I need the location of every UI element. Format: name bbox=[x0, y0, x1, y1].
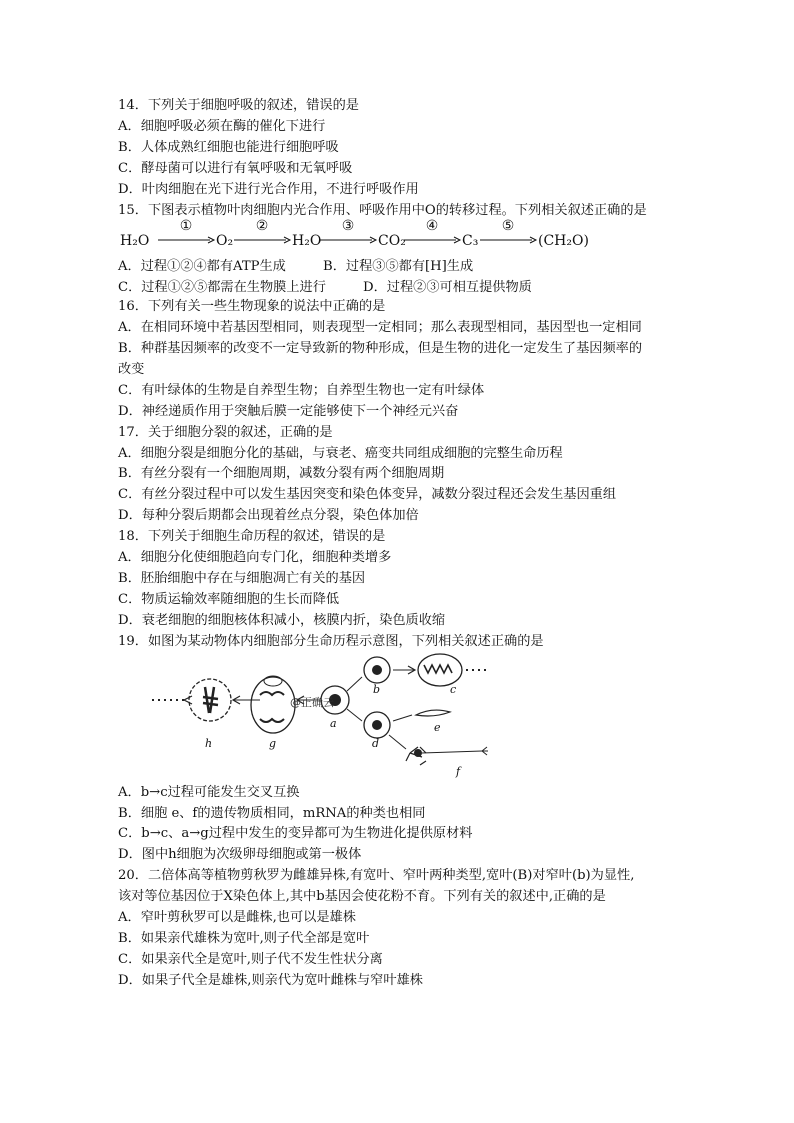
q19-option-c: C．b→c、a→g过程中发生的变异都可为生物进化提供原材料 bbox=[118, 826, 473, 842]
label-c: c bbox=[450, 682, 457, 696]
question-15-stem: 15．下图表示植物叶肉细胞内光合作用、呼吸作用中O的转移过程。下列相关叙述正确的是 bbox=[118, 202, 647, 218]
q16-option-c: C．有叶绿体的生物是自养型生物；自养型生物也一定有叶绿体 bbox=[118, 382, 485, 398]
q20-option-d: D．如果子代全是雄株,则亲代为宽叶雌株与窄叶雄株 bbox=[118, 972, 423, 988]
q15-options-row-1 bbox=[118, 255, 688, 276]
arrow-d-to-e bbox=[393, 715, 412, 721]
chain-step-2: ② bbox=[255, 218, 269, 235]
label-h: h bbox=[205, 736, 213, 750]
q16-option-b: B．种群基因频率的改变不一定导致新的物种形成，但是生物的进化一定发生了基因频率的 bbox=[118, 341, 642, 357]
arrow-a-to-d bbox=[347, 709, 362, 721]
q15-option-b: B．过程③⑤都有[H]生成 bbox=[323, 259, 474, 275]
chain-step-1: ① bbox=[179, 218, 193, 235]
chain-step-4: ④ bbox=[425, 218, 439, 235]
q16-option-d: D．神经递质作用于突触后膜一定能够使下一个神经元兴奋 bbox=[118, 403, 459, 419]
chain-step-5: ⑤ bbox=[501, 218, 515, 235]
q15-options-row-2 bbox=[118, 276, 688, 297]
cell-diagram-svg bbox=[148, 653, 548, 783]
label-d: d bbox=[372, 736, 380, 750]
q17-option-c: C．有丝分裂过程中可以发生基因突变和染色体变异，减数分裂过程还会发生基因重组 bbox=[118, 487, 617, 503]
chain-node-ch2o: (CH₂O) bbox=[538, 233, 589, 250]
question-19-stem: 19．如图为某动物体内细胞部分生命历程示意图，下列相关叙述正确的是 bbox=[118, 633, 544, 649]
watermark: @正确云 bbox=[290, 695, 334, 709]
q16-option-a: A．在相同环境中若基因型相同，则表现型一定相同；那么表现型相同，基因型也一定相同 bbox=[118, 320, 642, 336]
chain-node-o2: O₂ bbox=[216, 233, 234, 250]
question-16-stem: 16．下列有关一些生物现象的说法中正确的是 bbox=[118, 299, 386, 315]
cell-g-chromosomes bbox=[260, 692, 284, 722]
q14-option-c: C．酵母菌可以进行有氧呼吸和无氧呼吸 bbox=[118, 160, 353, 176]
cell-e bbox=[416, 710, 450, 716]
q17-option-b: B．有丝分裂有一个细胞周期，减数分裂有两个细胞周期 bbox=[118, 466, 445, 482]
cell-h-chromosomes bbox=[203, 687, 218, 713]
chain-arrow-1 bbox=[156, 230, 216, 244]
chain-arrow-5 bbox=[478, 230, 538, 244]
q17-option-a: A．细胞分裂是细胞分化的基础，与衰老、癌变共同组成细胞的完整生命历程 bbox=[118, 445, 563, 461]
chain-step-3: ③ bbox=[341, 218, 355, 235]
q15-option-d: D．过程②③可相互提供物质 bbox=[363, 280, 532, 296]
chain-node-co2: CO₂ bbox=[378, 233, 406, 250]
label-g: g bbox=[269, 736, 277, 750]
q18-option-d: D．衰老细胞的细胞核体积减小，核膜内折，染色质收缩 bbox=[118, 612, 446, 628]
chain-node-h2o-1: H₂O bbox=[120, 233, 150, 250]
q14-option-b: B．人体成熟红细胞也能进行细胞呼吸 bbox=[118, 139, 339, 155]
chain-arrow-3 bbox=[318, 230, 378, 244]
cell-life-history-diagram bbox=[118, 653, 688, 783]
question-18-stem: 18．下列关于细胞生命历程的叙述，错误的是 bbox=[118, 529, 386, 545]
q14-option-a: A．细胞呼吸必须在酶的催化下进行 bbox=[118, 118, 326, 134]
q19-option-b: B．细胞 e、f的遗传物质相同，mRNA的种类也相同 bbox=[118, 805, 426, 821]
question-20-stem-cont: 该对等位基因位于X染色体上,其中b基因会使花粉不育。下列有关的叙述中,正确的是 bbox=[118, 889, 606, 905]
chain-node-c3: C₃ bbox=[462, 233, 479, 250]
chain-arrow-4 bbox=[402, 230, 462, 244]
oxygen-transfer-chain bbox=[118, 218, 688, 255]
label-a: a bbox=[330, 716, 337, 730]
question-20-stem: 20．二倍体高等植物剪秋罗为雌雄异株,有宽叶、窄叶两种类型,宽叶(B)对窄叶(b)为显性, bbox=[118, 868, 635, 884]
exam-page bbox=[118, 96, 688, 992]
q20-option-b: B．如果亲代雄株为宽叶,则子代全部是宽叶 bbox=[118, 930, 370, 946]
arrow-head-h-left bbox=[184, 696, 192, 704]
q16-option-b-cont: 改变 bbox=[118, 361, 145, 377]
q19-option-a: A．b→c过程可能发生交叉互换 bbox=[118, 784, 300, 800]
arrow-d-to-f bbox=[389, 735, 406, 749]
q18-option-b: B．胚胎细胞中存在与细胞凋亡有关的基因 bbox=[118, 571, 366, 586]
chain-node-h2o-2: H₂O bbox=[292, 233, 322, 250]
arrow-a-to-b bbox=[347, 677, 362, 691]
q19-option-d: D．图中h细胞为次级卵母细胞或第一极体 bbox=[118, 847, 362, 863]
q18-option-c: C．物质运输效率随细胞的生长而降低 bbox=[118, 591, 340, 607]
label-f: f bbox=[456, 764, 461, 778]
q15-option-a: A．过程①②④都有ATP生成 bbox=[118, 259, 286, 275]
q20-option-c: C．如果亲代全是宽叶,则子代不发生性状分离 bbox=[118, 951, 383, 967]
q18-option-a: A．细胞分化使细胞趋向专门化，细胞种类增多 bbox=[118, 550, 392, 566]
question-14-stem: 14．下列关于细胞呼吸的叙述，错误的是 bbox=[118, 98, 359, 113]
cell-g bbox=[251, 677, 295, 733]
chain-arrow-2 bbox=[232, 230, 292, 244]
cell-c bbox=[418, 654, 462, 686]
label-b: b bbox=[373, 682, 381, 696]
question-17-stem: 17．关于细胞分裂的叙述，正确的是 bbox=[118, 424, 333, 440]
q17-option-d: D．每种分裂后期都会出现着丝点分裂，染色体加倍 bbox=[118, 508, 419, 524]
label-e: e bbox=[434, 720, 441, 734]
q15-option-c: C．过程①②⑤都需在生物膜上进行 bbox=[118, 280, 326, 296]
q14-option-d: D．叶肉细胞在光下进行光合作用，不进行呼吸作用 bbox=[118, 181, 419, 197]
cell-h bbox=[189, 679, 231, 721]
q20-option-a: A．窄叶剪秋罗可以是雌株,也可以是雄株 bbox=[118, 910, 356, 926]
